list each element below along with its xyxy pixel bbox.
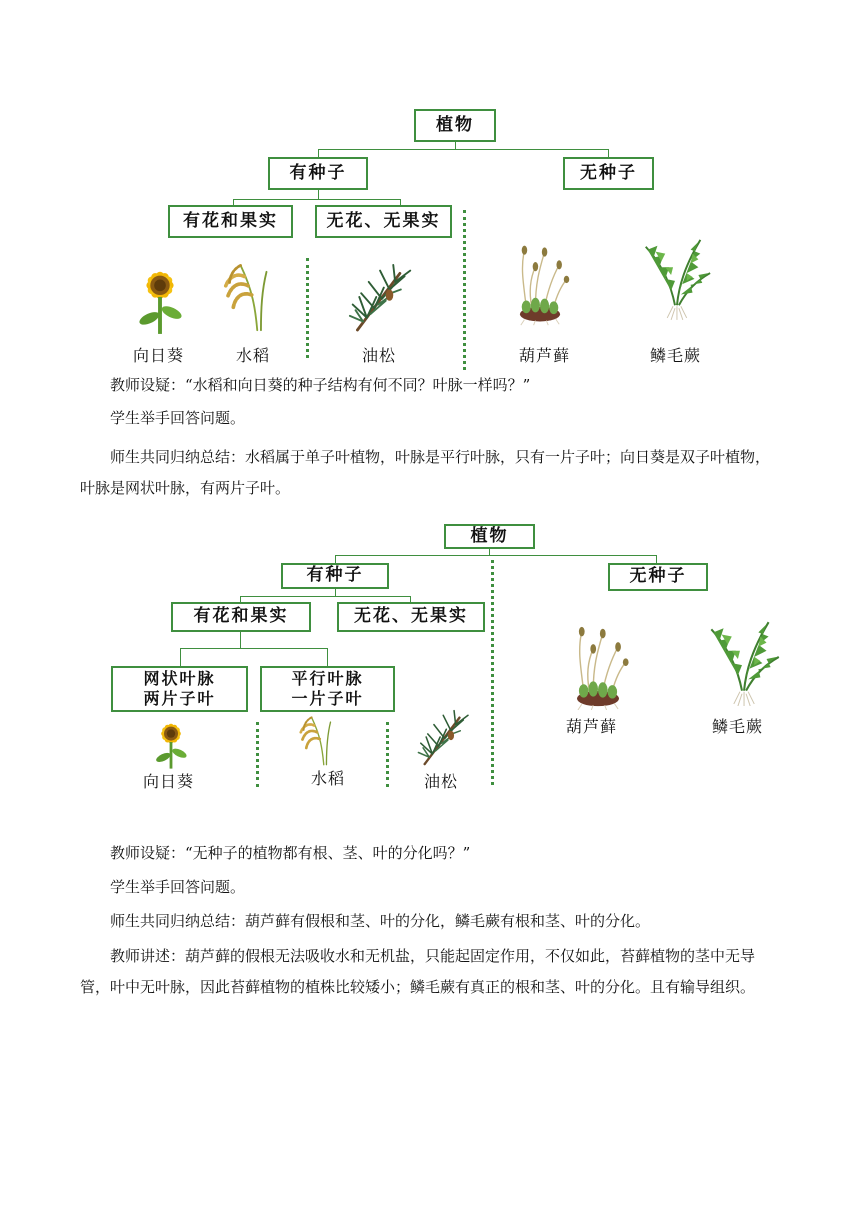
pine-image bbox=[348, 258, 414, 336]
label-fern-2: 鳞毛蕨 bbox=[712, 717, 764, 736]
node-plants: 植物 bbox=[414, 109, 496, 142]
label-fern: 鳞毛蕨 bbox=[650, 346, 702, 365]
label-pine: 油松 bbox=[362, 346, 397, 365]
node-with-seed-2: 有种子 bbox=[281, 563, 389, 589]
label-rice-2: 水稻 bbox=[311, 769, 346, 788]
paragraph-summary-2: 师生共同归纳总结：葫芦藓有假根和茎、叶的分化，鳞毛蕨有根和茎、叶的分化。 bbox=[110, 912, 651, 930]
net-vein-line-1: 网状叶脉 bbox=[143, 669, 216, 688]
label-moss-2: 葫芦藓 bbox=[566, 717, 618, 736]
rice-image bbox=[218, 258, 278, 332]
label-sunflower-2: 向日葵 bbox=[143, 772, 195, 791]
sunflower-image-2 bbox=[144, 714, 198, 770]
fern-image bbox=[636, 228, 714, 324]
paragraph-student-answer-2: 学生举手回答问题。 bbox=[110, 878, 246, 896]
node-net-vein bbox=[111, 666, 248, 712]
paragraph-teacher-question-2: 教师设疑：“无种子的植物都有根、茎、叶的分化吗？” bbox=[110, 844, 471, 862]
node-flower-fruit-2: 有花和果实 bbox=[171, 602, 311, 632]
paragraph-student-answer-1: 学生举手回答问题。 bbox=[110, 409, 246, 427]
sunflower-image bbox=[126, 258, 194, 336]
moss-image bbox=[508, 236, 572, 332]
node-no-seed: 无种子 bbox=[563, 157, 654, 190]
paragraph-teacher-explain: 教师讲述：葫芦藓的假根无法吸收水和无机盐，只能起固定作用，不仅如此，苔藓植物的茎中无导管，叶中无叶脉，因此苔藓植物的植株比较矮小；鳞毛蕨有真正的根和茎、叶的分化。且有输导组织。 bbox=[80, 947, 756, 996]
paragraph-summary-1: 师生共同归纳总结：水稻属于单子叶植物，叶脉是平行叶脉，只有一片子叶；向日葵是双子叶植物，叶脉是网状叶脉，有两片子叶。 bbox=[80, 448, 771, 497]
net-vein-line-2: 两片子叶 bbox=[143, 689, 216, 708]
label-pine-2: 油松 bbox=[424, 772, 459, 791]
node-with-seed: 有种子 bbox=[268, 157, 368, 190]
moss-image-2 bbox=[562, 624, 634, 710]
node-no-seed-2: 无种子 bbox=[608, 563, 708, 591]
pine-image-2 bbox=[414, 706, 474, 768]
node-parallel-vein bbox=[260, 666, 395, 712]
label-sunflower: 向日葵 bbox=[133, 346, 185, 365]
paragraph-teacher-question-1: 教师设疑：“水稻和向日葵的种子结构有何不同？叶脉一样吗？” bbox=[110, 376, 531, 394]
parallel-vein-line-2: 一片子叶 bbox=[291, 689, 364, 708]
label-moss: 葫芦藓 bbox=[519, 346, 571, 365]
fern-image-2 bbox=[698, 614, 786, 706]
node-plants-2: 植物 bbox=[444, 524, 535, 549]
node-flower-fruit: 有花和果实 bbox=[168, 205, 293, 238]
node-no-flower-fruit: 无花、无果实 bbox=[315, 205, 452, 238]
label-rice: 水稻 bbox=[236, 346, 271, 365]
node-no-flower-fruit-2: 无花、无果实 bbox=[337, 602, 485, 632]
parallel-vein-line-1: 平行叶脉 bbox=[291, 669, 364, 688]
rice-image-2 bbox=[292, 712, 342, 766]
